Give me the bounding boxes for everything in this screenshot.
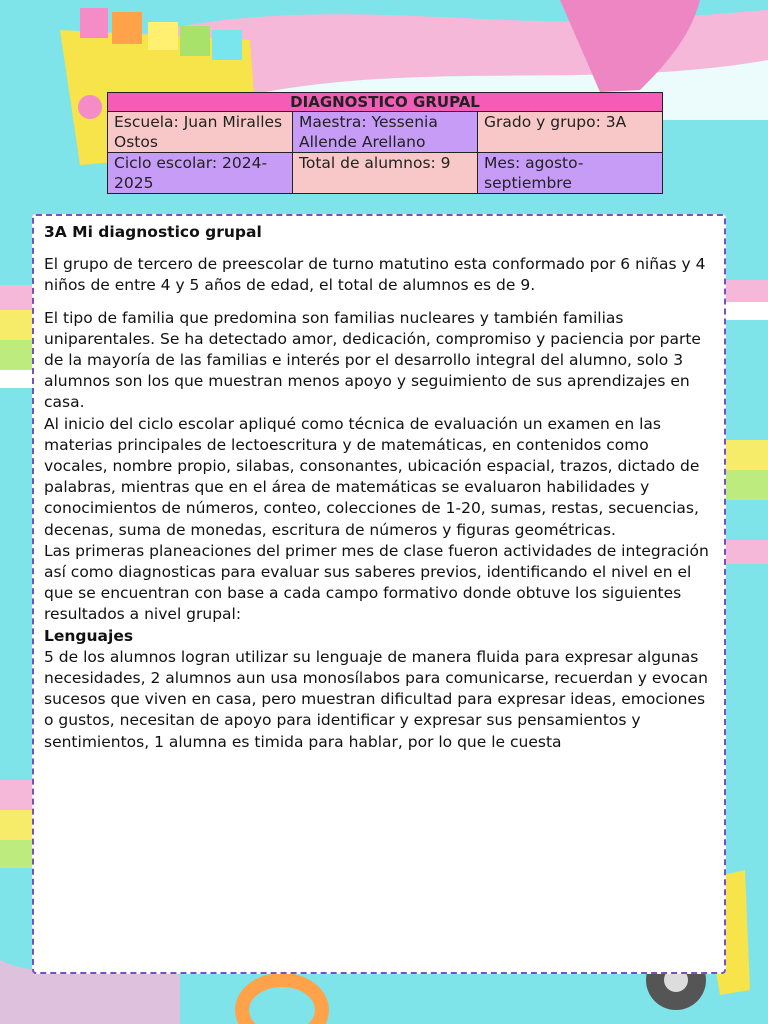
crayon-pink [80,8,108,38]
school-year-cell: Ciclo escolar: 2024-2025 [108,153,293,194]
school-cell: Escuela: Juan Miralles Ostos [108,112,293,153]
paragraph-family: El tipo de familia que predomina son familias nucleares y también familias uniparentales. Se ha detectado amor, dedicación, compromiso y paciencia por parte de la mayoría de las familias e interés por el desarrollo integral del alumno, solo 3 alumnos son los que muestran menos apoyo y seguimiento de sus aprendizajes en casa. [44,308,701,412]
paragraph-evaluation: Al inicio del ciclo escolar apliqué como técnica de evaluación un examen en las materias principales de lectoescritura y de matemáticas, en contenidos como vocales, nombre propio, silabas, consonantes, ubicación espacial, trazos, dictado de palabras, mientras que en el área de matemáticas se evaluaron habilidades y conocimientos de números, conteo, colecciones de 1-20, sumas, restas, secuencias, decenas, suma de monedas, escritura de números y figuras geométricas. [44,414,700,539]
document-body [44,222,714,753]
orange-loop [242,980,322,1024]
right-stripe-green [724,470,768,500]
paragraph-planning: Las primeras planeaciones del primer mes de clase fueron actividades de integración así como diagnosticas para evaluar sus saberes previos, identificando el nivel en el que se encuentran con base a cada campo formativo donde obtuve los siguientes resultados a nivel grupal: [44,541,709,624]
pink-dot [78,95,102,119]
paragraph-group-composition: El grupo de tercero de preescolar de turno matutino esta conformado por 6 niñas y 4 niños de entre 4 y 5 años de edad, el total de alumnos es de 9. [44,255,706,295]
month-cell: Mes: agosto-septiembre [478,153,663,194]
crayon-orange [112,12,142,44]
document-heading: 3A Mi diagnostico grupal [44,223,262,241]
crayon-cyan [212,30,242,60]
section-heading-lenguajes: Lenguajes [44,626,134,645]
grade-cell: Grado y grupo: 3A [478,112,663,153]
table-title: DIAGNOSTICO GRUPAL [108,93,663,112]
diagnostic-table [107,92,662,194]
teacher-cell: Maestra: Yessenia Allende Arellano [293,112,478,153]
right-stripe-white [724,302,768,320]
right-stripe-pink [724,280,768,302]
crayon-green [180,26,210,56]
document-page [32,214,726,974]
right-stripe-pink2 [724,540,768,564]
total-students-cell: Total de alumnos: 9 [293,153,478,194]
paragraph-lenguajes: 5 de los alumnos logran utilizar su lenguaje de manera fluida para expresar algunas necesidades, 2 alumnos aun usa monosílabos para comunicarse, recuerdan y evocan sucesos que viven en casa, pero muestran dificultad para expresar ideas, emociones o gustos, necesitan de apoyo para identificar y expresar sus pensamientos y sentimientos, 1 alumna es timida para hablar, por lo que le cuesta [44,647,708,751]
crayon-yellow [148,22,178,50]
right-stripe-yellow [724,440,768,470]
